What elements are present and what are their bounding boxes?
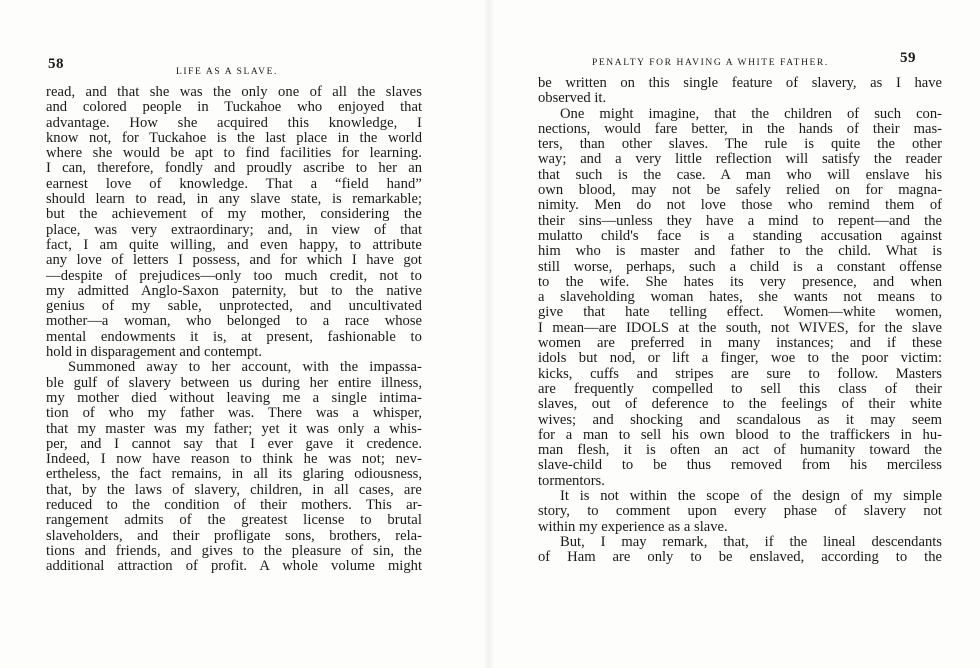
text-line: ble gulf of slavery between us during her entire illness, xyxy=(46,374,422,391)
text-line: nections, would fare better, in the hands of their mas- xyxy=(538,120,942,137)
text-line: slaveholders, and their profligate sons, brothers, rela- xyxy=(46,527,422,544)
text-line: but the achievement of my mother, considering the xyxy=(46,206,422,223)
text-line: my admitted Anglo-Saxon paternity, but to the native xyxy=(46,282,422,299)
text-line: their sins—unless they have a mind to repent—and the xyxy=(538,212,942,229)
text-line: Indeed, I now have reason to think he was not; nev- xyxy=(46,451,422,468)
text-line: fact, I am quite willing, and even happy, to attribute xyxy=(46,236,422,253)
text-line: wives; and shocking and scandalous as it may seem xyxy=(538,411,942,428)
text-line: One might imagine, that the children of such con- xyxy=(560,105,942,122)
text-line: hold in disparagement and contempt. xyxy=(46,344,263,361)
text-line: a slaveholding woman hates, she wants not means to xyxy=(538,289,942,306)
text-line: and colored people in Tuckahoe who enjoyed that xyxy=(46,99,422,116)
text-line: own blood, may not be safely relied on for magna- xyxy=(538,182,942,199)
text-line: that such is the case. A man who will enslave his xyxy=(538,166,942,183)
text-line: of Ham are only to be enslaved, according to the xyxy=(538,549,942,566)
right-page xyxy=(500,0,980,668)
text-line: idols but nod, or lift a finger, woe to the poor victim: xyxy=(538,350,942,367)
text-line: mental endowments it is, at present, fashionable to xyxy=(46,328,422,345)
text-line: story, to comment upon every phase of slavery not xyxy=(538,503,942,520)
text-line: him who is master and father to the child. What is xyxy=(538,243,942,260)
left-page-text xyxy=(46,85,422,575)
text-line: are frequently compelled to sell this class of their xyxy=(538,380,942,397)
text-line: I mean—are IDOLS at the south, not WIVES, for the slave xyxy=(538,319,942,336)
text-line: ters, than other slaves. The rule is quite the other xyxy=(538,136,942,153)
text-line: slave-child to be thus removed from his merciless xyxy=(538,457,942,474)
text-line: women are preferred in many instances; and if these xyxy=(538,335,942,352)
right-page-number: 59 xyxy=(900,50,916,66)
text-line: mother—a woman, who belonged to a race whose xyxy=(46,313,422,330)
text-line: still worse, perhaps, such a child is a constant offense xyxy=(538,258,942,275)
text-line: genius of my sable, unprotected, and uncultivated xyxy=(46,298,422,315)
text-line: per, and I cannot say that I ever gave it credence. xyxy=(46,435,422,452)
text-line: that, by the laws of slavery, children, in all cases, are xyxy=(46,481,422,498)
text-line: earnest love of knowledge. That a “field hand” xyxy=(46,175,422,192)
text-line: kicks, cuffs and stripes are sure to follow. Masters xyxy=(538,365,942,382)
text-line: slaves, out of deference to the feelings of their white xyxy=(538,396,942,413)
text-line: —despite of prejudices—only too much credit, not to xyxy=(46,267,422,284)
text-line: observed it. xyxy=(538,90,607,107)
text-line: advantage. How she acquired this knowledge, I xyxy=(46,114,422,131)
right-running-head: PENALTY FOR HAVING A WHITE FATHER. xyxy=(592,58,829,68)
text-line: additional attraction of profit. A whole volume might xyxy=(46,558,422,575)
text-line: give that hate telling effect. Women—white women, xyxy=(538,304,942,321)
text-line: that my master was my father; yet it was only a whis- xyxy=(46,420,422,437)
text-line: tion of who my father was. There was a whisper, xyxy=(46,405,422,422)
text-line: nimity. Men do not love those who remind them of xyxy=(538,197,942,214)
text-line: any love of letters I possess, and for which I have got xyxy=(46,252,422,269)
text-line: Summoned away to her account, with the impassa- xyxy=(68,359,422,376)
text-line: for a man to sell his own blood to the traffickers in hu- xyxy=(538,426,942,443)
left-page-number: 58 xyxy=(48,56,64,72)
text-line: way; and a very little reflection will satisfy the reader xyxy=(538,151,942,168)
text-line: man flesh, it is often an act of humanity toward the xyxy=(538,442,942,459)
left-running-head: LIFE AS A SLAVE. xyxy=(176,67,278,77)
text-line: tormentors. xyxy=(538,472,605,489)
text-line: should learn to read, in any slave state, is remarkable; xyxy=(46,191,422,208)
text-line: to the wife. She hates its very presence, and when xyxy=(538,273,942,290)
text-line: ertheless, the fact remains, in all its glaring odiousness, xyxy=(46,466,422,483)
text-line: read, and that she was the only one of all the slaves xyxy=(46,84,422,100)
left-page xyxy=(0,0,478,668)
text-line: within my experience as a slave. xyxy=(538,518,728,535)
text-line: be written on this single feature of slavery, as I have xyxy=(538,75,942,91)
text-line: reduced to the condition of their mothers. This ar- xyxy=(46,497,422,514)
text-line: It is not within the scope of the design of my simple xyxy=(560,488,942,505)
book-gutter xyxy=(484,0,494,668)
text-line: mulatto child's face is a standing accusation against xyxy=(538,227,942,244)
text-line: But, I may remark, that, if the lineal descendants xyxy=(560,533,942,550)
text-line: I can, therefore, fondly and proudly ascribe to her an xyxy=(46,160,422,177)
text-line: know not, for Tuckahoe is the last place in the world xyxy=(46,129,422,146)
text-line: rangement admits of the greatest license to brutal xyxy=(46,512,422,529)
text-line: tions and friends, and gives to the pleasure of sin, the xyxy=(46,542,422,559)
text-line: where she would be apt to find facilities for learning. xyxy=(46,145,422,162)
text-line: place, was very extraordinary; and, in view of that xyxy=(46,221,422,238)
right-page-text xyxy=(538,76,942,566)
text-line: my mother died without leaving me a single intima- xyxy=(46,389,422,406)
